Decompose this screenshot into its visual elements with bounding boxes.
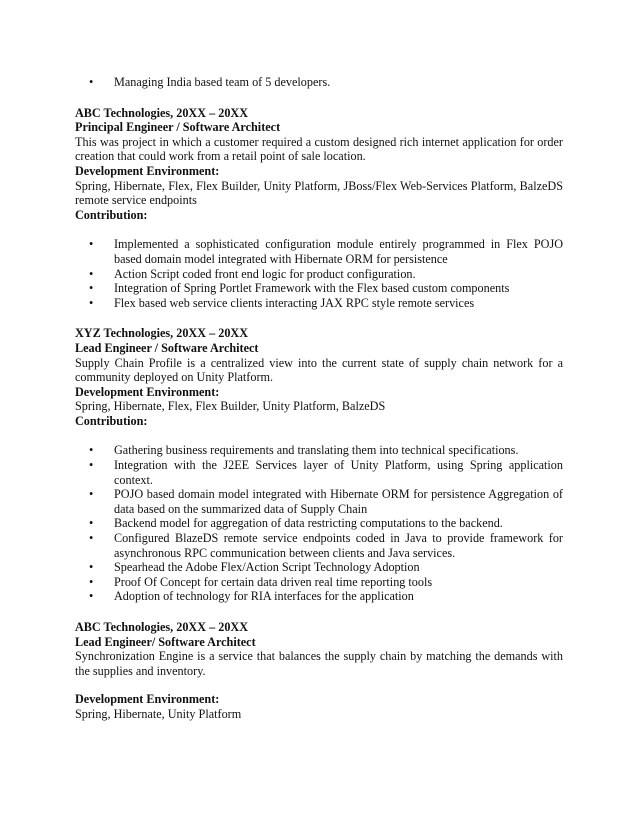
bullet-icon: • [89,295,94,310]
job-title: Principal Engineer / Software Architect [75,120,281,135]
env-heading: Development Environment: [75,692,220,707]
list-item: • Managing India based team of 5 developers. [89,75,331,89]
intro-bullet-list [75,75,563,90]
contribution-list [75,237,563,310]
contribution-heading: Contribution: [75,413,148,428]
company-heading: ABC Technologies, 20XX – 20XX [75,620,249,634]
env-text: Spring, Hibernate, Unity Platform [75,706,242,721]
list-item: • Flex based web service clients interacting JAX RPC style remote services [89,295,475,310]
env-heading: Development Environment: [75,384,220,399]
list-item: • Proof Of Concept for certain data driven real time reporting tools [89,574,433,589]
bullet-icon: • [89,237,94,252]
job-title: Lead Engineer/ Software Architect [75,634,256,649]
bullet-icon: • [89,531,94,546]
list-item: • Implemented a sophisticated configuration module entirely programmed in Flex POJO based domain model integrated with Hibernate ORM for persistence [89,237,563,266]
bullet-icon: • [89,487,94,502]
job-entry [75,326,563,604]
contribution-list [75,443,563,604]
job-title: Lead Engineer / Software Architect [75,340,259,355]
bullet-icon: • [89,458,94,473]
list-item: • POJO based domain model integrated with Hibernate ORM for persistence Aggregation of data based on the summarized data of Supply Chain [89,487,563,516]
job-entry [75,620,563,722]
bullet-icon: • [89,560,94,575]
bullet-icon: • [89,516,94,531]
list-item: • Action Script coded front end logic for product configuration. [89,266,416,281]
resume-page [75,75,563,722]
company-heading: XYZ Technologies, 20XX – 20XX [75,326,249,341]
list-item: • Gathering business requirements and translating them into technical specifications. [89,443,519,458]
company-heading: ABC Technologies, 20XX – 20XX [75,105,249,120]
list-item: • Spearhead the Adobe Flex/Action Script Technology Adoption [89,560,420,575]
job-description: This was project in which a customer required a custom designed rich internet application for order creation that could work from a retail point of sale location. [75,134,563,164]
bullet-icon: • [89,266,94,281]
bullet-icon: • [89,443,94,458]
env-text: Spring, Hibernate, Flex, Flex Builder, Unity Platform, JBoss/Flex Web-Services Platform, BalzeDS remote service endpoints [75,178,563,208]
bullet-icon: • [89,75,94,89]
env-heading: Development Environment: [75,163,220,178]
job-description: Synchronization Engine is a service that balances the supply chain by matching the demands with the supplies and inventory. [75,649,563,678]
env-text: Spring, Hibernate, Flex, Flex Builder, Unity Platform, BalzeDS [75,399,386,414]
list-item: • Adoption of technology for RIA interfaces for the application [89,589,414,604]
bullet-icon: • [89,281,94,296]
list-item: • Configured BlazeDS remote service endpoints coded in Java to provide framework for asynchronous RPC communication between clients and Java services. [89,531,563,560]
job-entry [75,106,563,311]
list-item: • Integration with the J2EE Services layer of Unity Platform, using Spring application context. [89,458,563,487]
list-item: • Integration of Spring Portlet Framework with the Flex based custom components [89,281,510,296]
bullet-icon: • [89,574,94,589]
list-item: • Backend model for aggregation of data restricting computations to the backend. [89,516,503,531]
bullet-icon: • [89,589,94,604]
contribution-heading: Contribution: [75,207,148,222]
job-description: Supply Chain Profile is a centralized view into the current state of supply chain network for a community deployed on Unity Platform. [75,355,563,385]
